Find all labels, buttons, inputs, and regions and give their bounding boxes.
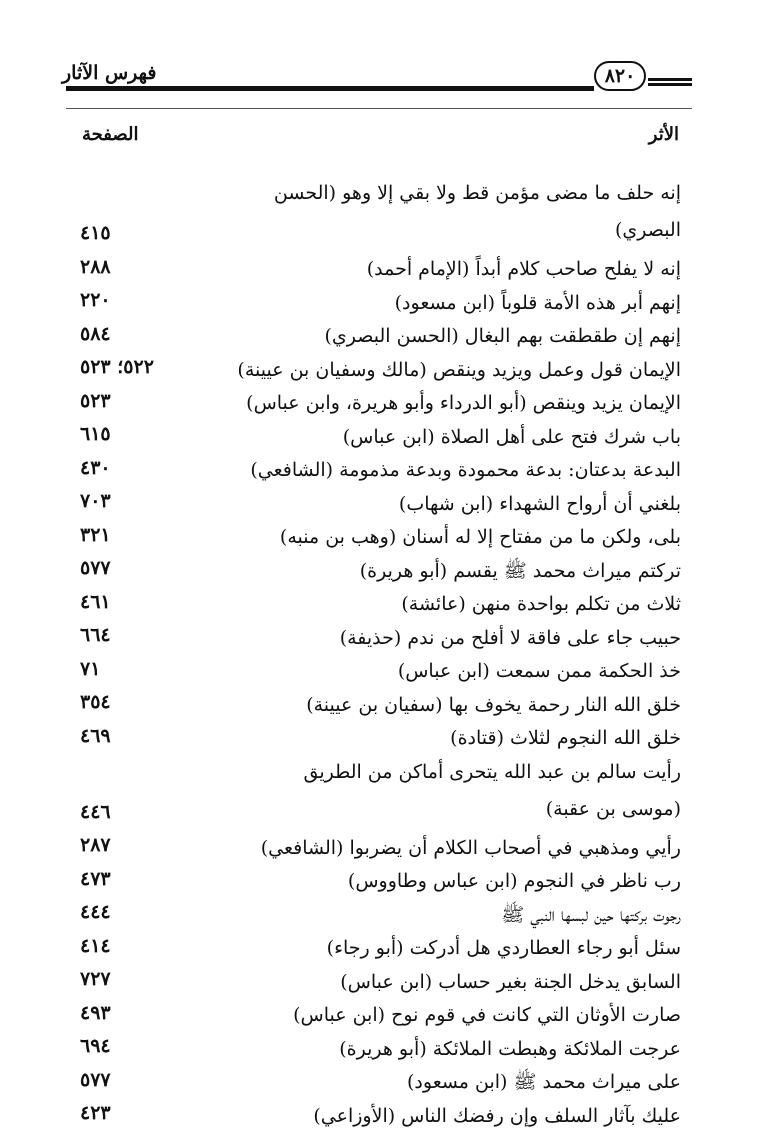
entry-text: إنهم إن طقطقت بهم البغال (الحسن البصري) bbox=[324, 325, 681, 347]
entry-page: ٣٥٤ bbox=[80, 691, 111, 713]
entry-page: ٦٦٤ bbox=[80, 624, 111, 646]
running-title: فهرس الآثار bbox=[62, 62, 157, 84]
entry-page: ٥٢٢؛ ٥٢٣ bbox=[80, 356, 154, 378]
entry-page: ٧٢٧ bbox=[80, 968, 111, 990]
index-entry bbox=[0, 1028, 759, 1062]
entry-page: ٤٣٠ bbox=[80, 456, 111, 479]
index-entry bbox=[0, 516, 759, 550]
entry-text: البدعة بدعتان: بدعة محمودة وبدعة مذمومة (الشافعي) bbox=[250, 459, 681, 481]
entry-text: السابق يدخل الجنة بغير حساب (ابن عباس) bbox=[340, 970, 681, 993]
entry-page: ٤٧٣ bbox=[80, 867, 111, 890]
index-entry bbox=[0, 1061, 759, 1095]
column-header-page: الصفحة bbox=[82, 124, 139, 145]
index-entry bbox=[0, 684, 759, 718]
entry-page: ٥٨٤ bbox=[80, 322, 111, 345]
index-entry bbox=[0, 751, 759, 827]
entry-page: ٦١٥ bbox=[80, 423, 111, 445]
entry-text: رجوت بركتها حين لبسها النبي ﷺ bbox=[501, 903, 681, 926]
index-entry bbox=[0, 1095, 759, 1129]
header-divider bbox=[66, 108, 692, 109]
entry-text: الإيمان يزيد وينقص (أبو الدرداء وأبو هريرة، وابن عباس) bbox=[246, 392, 681, 414]
index-entry bbox=[0, 827, 759, 861]
entry-page: ٥٧٧ bbox=[80, 1068, 111, 1091]
entry-page: ٧٠٣ bbox=[80, 490, 111, 512]
index-entry bbox=[0, 349, 759, 383]
index-list bbox=[0, 172, 759, 1128]
entry-text: رب ناظر في النجوم (ابن عباس وطاووس) bbox=[347, 870, 681, 892]
index-entry bbox=[0, 382, 759, 416]
index-entry bbox=[0, 172, 759, 248]
entry-page: ٤٢٣ bbox=[80, 1102, 111, 1124]
entry-page: ٧١ bbox=[80, 657, 101, 680]
entry-text: رأيت سالم بن عبد الله يتحرى أماكن من الطريق (موسى بن عقبة) bbox=[303, 760, 681, 820]
entry-text: خلق الله النجوم لثلاث (قتادة) bbox=[450, 727, 681, 749]
entry-page: ٥٧٧ bbox=[80, 557, 111, 579]
entry-text: رأيي ومذهبي في أصحاب الكلام أن يضربوا (الشافعي) bbox=[260, 836, 681, 859]
entry-page: ٥٢٣ bbox=[80, 389, 111, 412]
entry-page: ٦٩٤ bbox=[80, 1035, 111, 1057]
entry-text: صارت الأوثان التي كانت في قوم نوح (ابن عباس) bbox=[293, 1004, 681, 1026]
entry-text: عليك بآثار السلف وإن رفضك الناس (الأوزاعي) bbox=[313, 1104, 681, 1127]
page-number: ٨٢٠ bbox=[594, 61, 646, 91]
entry-page: ٣٢١ bbox=[80, 523, 111, 546]
entry-text: على ميراث محمد ﷺ (ابن مسعود) bbox=[407, 1071, 681, 1093]
header-double-rule bbox=[66, 86, 594, 91]
entry-page: ٢٨٧ bbox=[80, 834, 111, 856]
entry-text: باب شرك فتح على أهل الصلاة (ابن عباس) bbox=[342, 425, 681, 448]
entry-page: ٢٨٨ bbox=[80, 255, 111, 278]
entry-text: بلغني أن أرواح الشهداء (ابن شهاب) bbox=[398, 492, 681, 515]
index-entry bbox=[0, 550, 759, 584]
column-header-athar: الأثر bbox=[648, 124, 679, 145]
entry-text: تركتم ميراث محمد ﷺ يقسم (أبو هريرة) bbox=[359, 559, 681, 582]
entry-text: عرجت الملائكة وهبطت الملائكة (أبو هريرة) bbox=[339, 1037, 681, 1060]
page-header bbox=[0, 0, 759, 100]
entry-text: خذ الحكمة ممن سمعت (ابن عباس) bbox=[397, 660, 681, 682]
entry-text: إنهم أبر هذه الأمة قلوباً (ابن مسعود) bbox=[394, 291, 681, 314]
index-entry bbox=[0, 483, 759, 517]
index-entry bbox=[0, 717, 759, 751]
entry-page: ٢٢٠ bbox=[80, 289, 111, 311]
entry-text: إنه لا يفلح صاحب كلام أبداً (الإمام أحمد) bbox=[366, 258, 681, 280]
entry-text: سئل أبو رجاء العطاردي هل أدركت (أبو رجاء) bbox=[326, 937, 681, 959]
index-entry bbox=[0, 860, 759, 894]
index-entry bbox=[0, 994, 759, 1028]
entry-text: بلى، ولكن ما من مفتاح إلا له أسنان (وهب بن منبه) bbox=[279, 526, 681, 548]
entry-page: ٤٤٦ bbox=[80, 800, 111, 823]
index-entry bbox=[0, 927, 759, 961]
index-entry bbox=[0, 894, 759, 928]
header-short-rule bbox=[648, 78, 692, 86]
index-entry bbox=[0, 961, 759, 995]
index-entry bbox=[0, 449, 759, 483]
index-entry bbox=[0, 416, 759, 450]
entry-page: ٤٦١ bbox=[80, 590, 111, 613]
entry-text: خلق الله النار رحمة يخوف بها (سفيان بن عيينة) bbox=[306, 693, 681, 716]
entry-text: إنه حلف ما مضى مؤمن قط ولا بقي إلا وهو (الحسن البصري) bbox=[273, 182, 681, 241]
entry-text: ثلاث من تكلم بواحدة منهن (عائشة) bbox=[401, 593, 681, 615]
entry-page: ٤١٥ bbox=[80, 222, 111, 244]
index-entry bbox=[0, 282, 759, 316]
index-entry bbox=[0, 315, 759, 349]
entry-text: الإيمان قول وعمل ويزيد وينقص (مالك وسفيان بن عيينة) bbox=[237, 358, 681, 381]
index-entry bbox=[0, 248, 759, 282]
entry-page: ٤٦٩ bbox=[80, 724, 111, 747]
index-entry bbox=[0, 650, 759, 684]
entry-text: حبيب جاء على فاقة لا أفلح من ندم (حذيفة) bbox=[339, 626, 681, 649]
entry-page: ٤١٤ bbox=[80, 934, 111, 957]
index-entry bbox=[0, 617, 759, 651]
entry-page: ٤٤٤ bbox=[80, 901, 111, 923]
entry-page: ٤٩٣ bbox=[80, 1001, 111, 1024]
index-entry bbox=[0, 583, 759, 617]
